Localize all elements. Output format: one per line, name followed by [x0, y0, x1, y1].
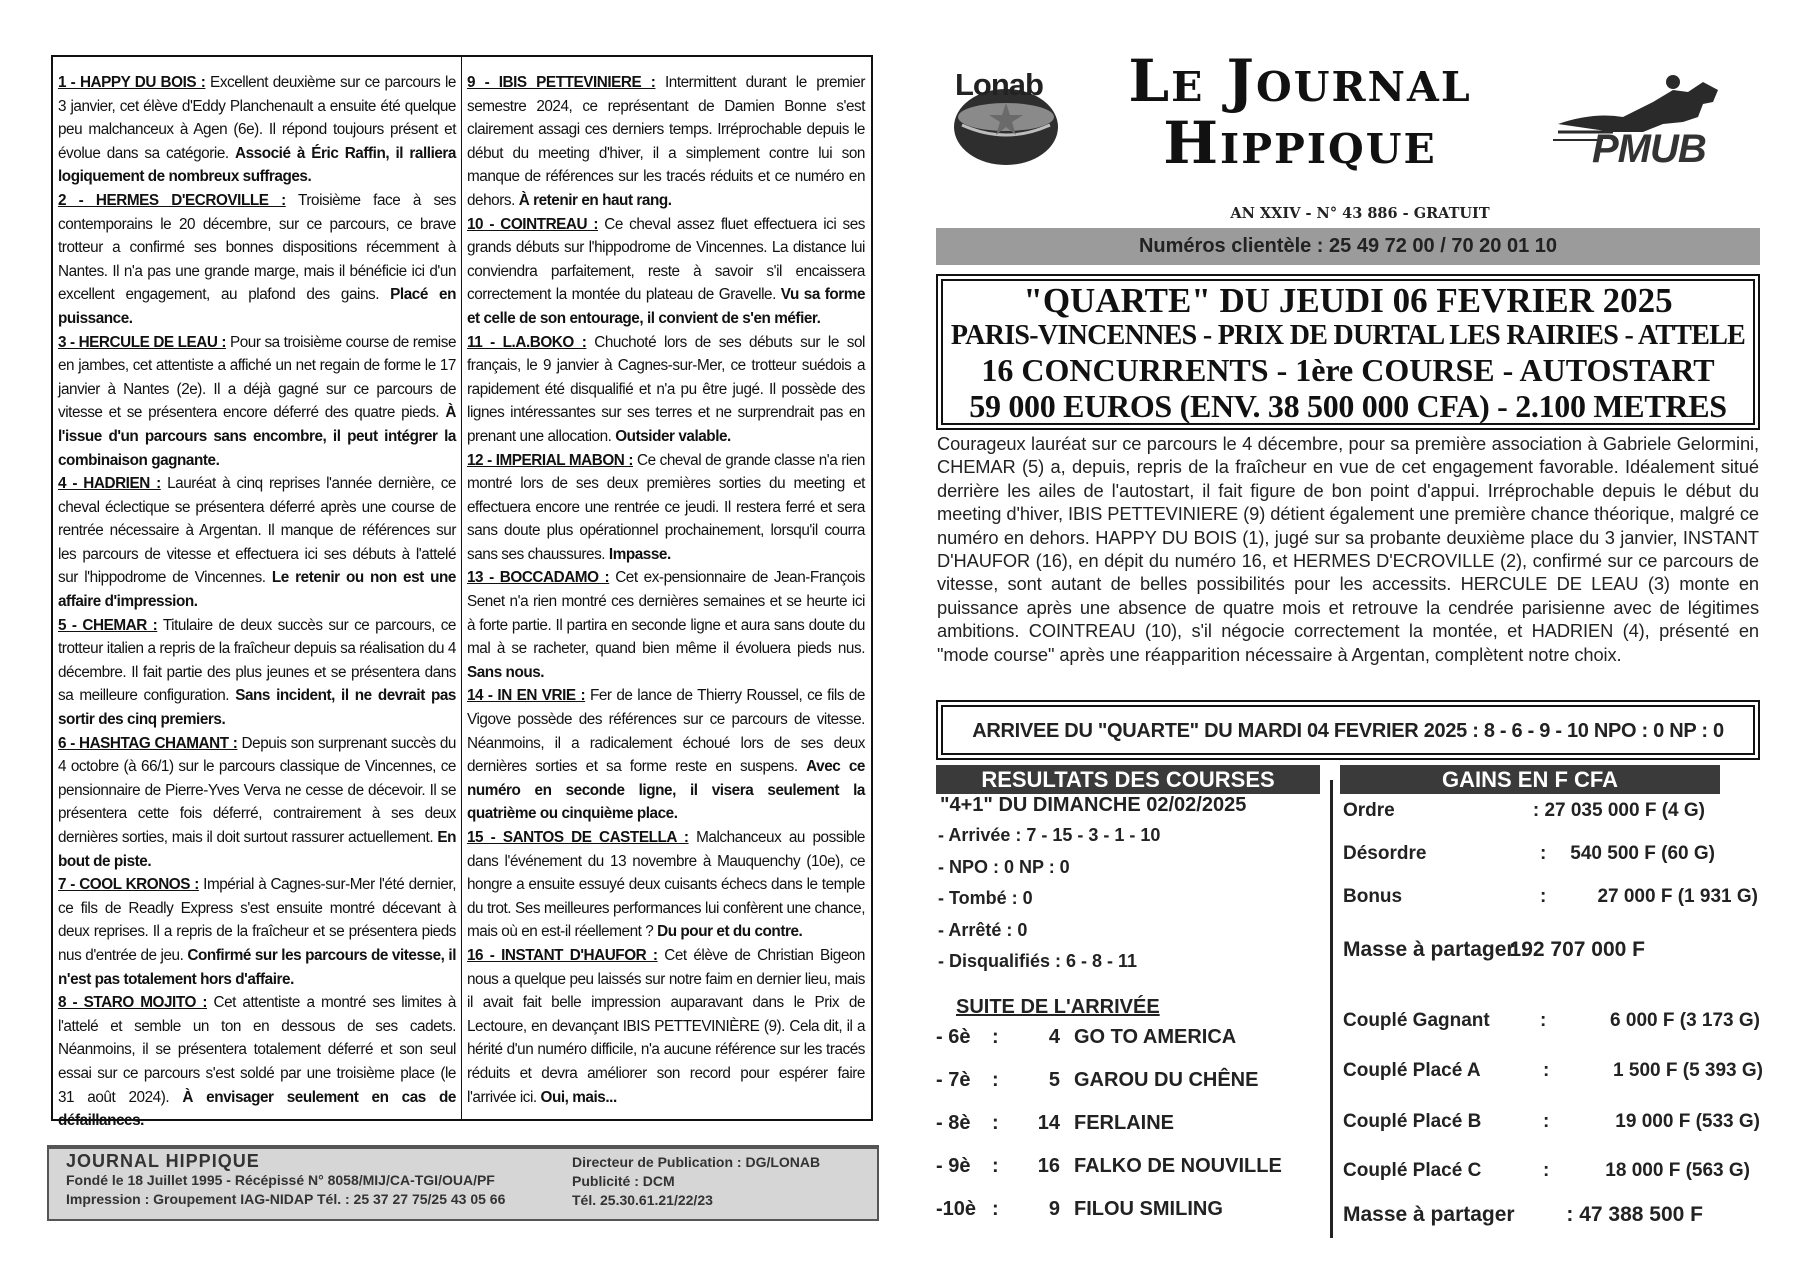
column-divider	[1330, 780, 1333, 1238]
footer-left	[66, 1152, 505, 1209]
quarte-prize: 59 000 EUROS (ENV. 38 500 000 CFA) - 2.100 METRES	[969, 388, 1727, 424]
suite-title: SUITE DE L'ARRIVÉE	[956, 996, 1160, 1018]
results-subtitle: "4+1" DU DIMANCHE 02/02/2025	[940, 794, 1247, 816]
horse-entry: 8 - STARO MOJITO : Cet attentiste a montré ses limites à l'attelé et semble un ton en dessous de ses cadets. Néanmoins, il se présentera totalement déferré et son seul essai sur ce parcours s'est soldé par une troisième place (le 31 août 2024). À envisager seulement en cas de défaillances.	[58, 994, 456, 1130]
footer-phone: Tél. 25.30.61.21/22/23	[572, 1192, 713, 1208]
footer-advertising: Publicité : DCM	[572, 1173, 675, 1189]
footer-founded: Fondé le 18 Juillet 1995 - Récépissé N° 8058/MIJ/CA-TGI/OUA/PF	[66, 1172, 495, 1188]
title-line-2: Hippique	[1163, 109, 1437, 177]
quarte-header-box	[936, 274, 1760, 430]
footer-director: Directeur de Publication : DG/LONAB	[572, 1154, 821, 1170]
horse-entry: 6 - HASHTAG CHAMANT : Depuis son surprenant succès du 4 octobre (à 66/1) sur le parcours classique de Vincennes, ce pensionnaire de Pierre-Yves Verva ne cesse de décevoir. Il se présentera cette fois déferré, contrairement à ses deux dernières sorties, mais il doit surtout rassurer actuellement. En bout de piste.	[58, 734, 456, 870]
results-header: RESULTATS DES COURSES	[936, 765, 1320, 794]
horse-entry: 16 - INSTANT D'HAUFOR : Cet élève de Christian Bigeon nous a quelque peu laissés sur notre faim en dernier lieu, mais il avait fait belle impression auparavant dans le Prix de Lectoure, en devançant IBIS PETTEVINIÈRE (9). Cela dit, il a hérité d'un numéro difficile, n'a aucune référence sur les tracés réduits et devra améliorer son record pour espérer faire l'arrivée ici. Oui, mais...	[467, 946, 865, 1106]
gains-header: GAINS EN F CFA	[1340, 765, 1720, 794]
horse-entry: 11 - L.A.BOKO : Chuchoté lors de ses débuts sur le sol français, le 9 janvier à Cagnes-sur-Mer, ce trotteur suédois a rapidement été disqualifié et n'a pu être jugé. Il possède des lignes intéressantes sur ses terres et ne surprendrait pas en prenant une allocation. Outsider valable.	[467, 333, 866, 445]
results-line: - NPO : 0 NP : 0	[938, 856, 1070, 877]
quarte-race: PARIS-VINCENNES - PRIX DE DURTAL LES RAIRIES - ATTELE	[950, 320, 1746, 351]
horse-entry: 14 - IN EN VRIE : Fer de lance de Thierry Roussel, ce fils de Vigove possède des références sur ce parcours de vitesse. Néanmoins, il a radicalement échoué lors de ses deux dernières sorties et sa forme reste en suspens. Avec ce numéro en seconde ligne, il visera seulement la quatrième ou cinquième place.	[467, 687, 865, 823]
lonab-wordmark: Lonab	[955, 67, 1043, 102]
pmub-wordmark: PMUB	[1592, 127, 1706, 171]
suite-row: - 6è : 4 GO TO AMERICA	[936, 1026, 1237, 1048]
arrivee-box	[936, 700, 1760, 760]
results-line: - Arrêté : 0	[938, 919, 1028, 940]
footer-title: JOURNAL HIPPIQUE	[66, 1151, 260, 1171]
horse-entry: 12 - IMPERIAL MABON : Ce cheval de grande classe n'a rien montré lors de ses deux premières sorties du meeting et effectuera encore une rentrée ce jeudi. Il restera ferré et sera sans doute plus opérationnel prochainement, lorsqu'il courra sans ses chaussures. Impasse.	[467, 451, 865, 563]
quarte-runners: 16 CONCURRENTS - 1ère COURSE - AUTOSTART	[981, 352, 1715, 388]
issue-number: AN XXIV - N° 43 886 - GRATUIT	[1230, 205, 1490, 222]
suite-row: - 8è : 14 FERLAINE	[936, 1112, 1174, 1134]
horse-column-left	[53, 57, 462, 1130]
horse-entry: 7 - COOL KRONOS : Impérial à Cagnes-sur-Mer l'été dernier, ce fils de Readly Express s'est ensuite montré décevant à deux reprises. Il a repris de la fraîcheur et se présentera pieds nus d'entrée de jeu. Confirmé sur les parcours de vitesse, il n'est pas totalement hors d'affaire.	[58, 876, 456, 988]
quarte-date: "QUARTE" DU JEUDI 06 FEVRIER 2025	[1023, 281, 1673, 320]
race-summary: Courageux lauréat sur ce parcours le 4 décembre, pour sa première association à Gabriele Gelormini, CHEMAR (5) a, depuis, repris de la fraîcheur en vue de cet engagement favorable. Idéalement situé derrière les ailes de l'autostart, il fait figure de bon point d'appui. Irréprochable depuis le début du meeting d'hiver, IBIS PETTEVINIERE (9) détient également une première chance théorique, malgré ce numéro en dehors. HAPPY DU BOIS (1), jugé sur sa probante deuxième place du 3 janvier, INSTANT D'HAUFOR (16), en dépit du numéro 16, et HERMES D'ECROVILLE (2), confirmé sur ce parcours de vitesse, sont autant de belles possibilités pour les accessits. HERCULE DE LEAU (3) monte en puissance après une absence de quatre mois et retrouve la cendrée parisienne avec de légitimes ambitions. COINTREAU (10), s'il négocie correctement la montée, et HADRIEN (4), présenté en "mode course" après une réapparition nécessaire à Argentan, complètent notre choix.	[937, 433, 1759, 665]
horse-descriptions	[51, 55, 873, 1130]
suite-row: - 7è : 5 GAROU DU CHÊNE	[936, 1069, 1259, 1091]
clientele-numbers: Numéros clientèle : 25 49 72 00 / 70 20 01 10	[936, 228, 1760, 265]
newspaper-title	[1090, 47, 1510, 177]
results-line: - Tombé : 0	[938, 888, 1033, 908]
results-line: - Arrivée : 7 - 15 - 3 - 1 - 10	[938, 825, 1161, 845]
footer-right	[572, 1152, 820, 1210]
horse-entry: 10 - COINTREAU : Ce cheval assez fluet effectuera ici ses grands débuts sur l'hippodrome de Vincennes. La distance lui conviendra parfaitement, reste à savoir s'il encaissera correctement la montée du plateau de Gravelle. Vu sa forme et celle de son entourage, il convient de s'en méfier.	[467, 215, 866, 327]
horse-column-right	[462, 57, 871, 1119]
quarte-header-inner	[941, 279, 1755, 425]
title-line-1: Le Journal	[1128, 47, 1472, 115]
horse-entry: 4 - HADRIEN : Lauréat à cinq reprises l'année dernière, ce cheval éclectique se présentera déferré après une course de rentrée nécessaire à Argentan. Il manque de références sur les parcours de vitesse et effectuera ici ses débuts à l'attelé sur l'hippodrome de Vincennes. Le retenir ou non est une affaire d'impression.	[58, 475, 456, 611]
horse-entry: 13 - BOCCADAMO : Cet ex-pensionnaire de Jean-François Senet n'a rien montré ces dernières semaines et se heurte ici à forte partie. Il partira en seconde ligne et aura sans doute du mal à se racheter, quand bien même il évoluera pieds nus. Sans nous.	[467, 569, 865, 681]
horse-entry: 2 - HERMES D'ECROVILLE : Troisième face à ses contemporains le 20 décembre, sur ce parcours, ce brave trotteur a confirmé ses bonnes dispositions récemment à Nantes. Il n'a pas une grande marge, mais il bénéficie ici d'un excellent engagement, au plafond des gains. Placé en puissance.	[58, 191, 456, 327]
horse-entry: 15 - SANTOS DE CASTELLA : Malchanceux au possible dans l'événement du 13 novembre à Mauquenchy (10e), ce hongre a ensuite essuyé deux cuisants échecs dans le temple du trot. Ses meilleures performances lui confèrent une chance, mais où en est-il réellement ? Du pour et du contre.	[467, 829, 865, 941]
horse-entry: 5 - CHEMAR : Titulaire de deux succès sur ce parcours, ce trotteur italien a repris de la fraîcheur depuis sa réalisation du 4 décembre. Il fait partie des plus jeunes et se présentera dans sa meilleure configuration. Sans incident, il ne devrait pas sortir des cinq premiers.	[58, 616, 456, 729]
horse-entry: 1 - HAPPY DU BOIS : Excellent deuxième sur ce parcours le 3 janvier, cet élève d'Eddy Planchenault a ensuite été quelque peu malchanceux à Agen (6e). Il répond toujours présent et évolue dans sa catégorie. Associé à Éric Raffin, il ralliera logiquement de nombreux suffrages.	[58, 74, 456, 186]
publication-footer	[47, 1145, 879, 1221]
horse-entry: 9 - IBIS PETTEVINIERE : Intermittent durant le premier semestre 2024, ce représentant de Damien Bonne s'est clairement assagi ces derniers temps. Irréprochable depuis le début du meeting d'hiver, il a simplement contre lui son manque de références sur les tracés réduits et ce numéro en dehors. À retenir en haut rang.	[467, 74, 865, 209]
arrivee-text: ARRIVEE DU "QUARTE" DU MARDI 04 FEVRIER 2025 : 8 - 6 - 9 - 10 NPO : 0 NP : 0	[941, 705, 1755, 755]
results-line: - Disqualifiés : 6 - 8 - 11	[938, 951, 1138, 971]
suite-row: - 9è : 16 FALKO DE NOUVILLE	[936, 1155, 1282, 1177]
horse-entry: 3 - HERCULE DE LEAU : Pour sa troisième course de remise en jambes, cet attentiste a affiché un net regain de forme le 17 janvier à Nantes (2e). Il a déjà gagné sur ce parcours de vitesse et se présentera encore déferré des quatre pieds. À l'issue d'un parcours sans encombre, il peut intégrer la combinaison gagnante.	[58, 333, 456, 469]
suite-row: -10è : 9 FILOU SMILING	[936, 1198, 1223, 1220]
footer-printing: Impression : Groupement IAG-NIDAP Tél. : 25 37 27 75/25 43 05 66	[66, 1191, 506, 1207]
results-column	[936, 790, 1326, 978]
